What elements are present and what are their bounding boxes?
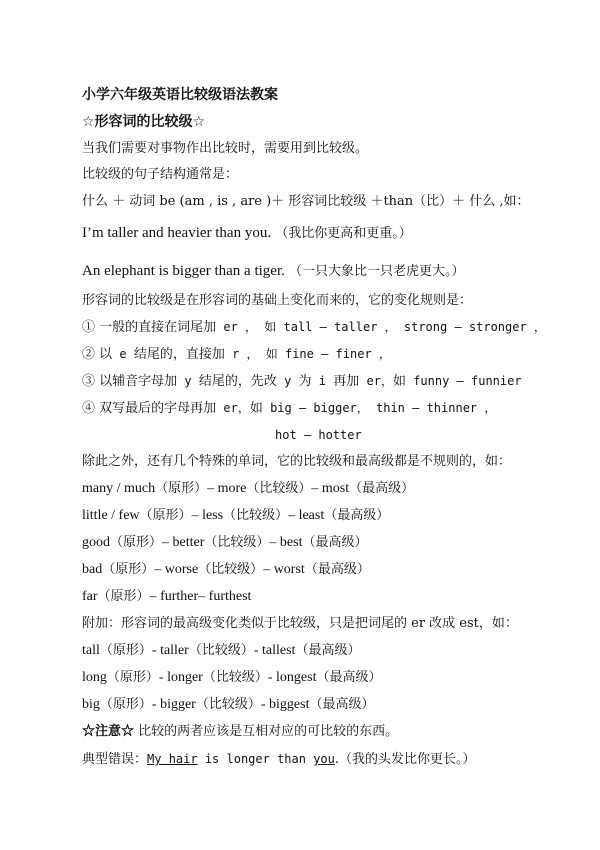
note-text: 比较的两者应该是互相对应的可比较的东西。 <box>134 724 399 739</box>
intro-line-2: 比较级的句子结构通常是： <box>82 167 239 182</box>
irregular-intro: 除此之外，还有几个特殊的单词，它的比较级和最高级都是不规则的，如： <box>82 454 512 469</box>
example-1 <box>82 224 412 243</box>
irregular-base-label: （原形） <box>97 589 150 604</box>
superlative-row <box>82 669 381 687</box>
rule-3-letter-y-2: y <box>276 374 299 388</box>
document-title: 小学六年级英语比较级语法教案 <box>82 87 278 103</box>
irregular-row <box>82 534 367 552</box>
superlative-base: long <box>82 670 107 685</box>
rule-3-example: funny – funnier <box>405 374 522 388</box>
irregular-comparative: – better <box>162 535 205 550</box>
superlative-comparative: - taller <box>151 643 189 658</box>
rule-4-text: 双写最后的字母再加 <box>95 401 217 416</box>
irregular-row <box>82 507 389 525</box>
note-line <box>82 723 398 741</box>
typical-error-underlined-object: you <box>313 752 335 766</box>
rule-3-suffix: er， <box>359 374 393 388</box>
rule-1 <box>82 318 546 337</box>
irregular-base: many / much <box>82 481 156 496</box>
superlative-form-label: （最高级） <box>316 670 382 685</box>
superlative-form: - biggest <box>260 697 310 712</box>
rule-2-letter: e <box>112 347 134 361</box>
irregular-base-label: （原形） <box>102 562 155 577</box>
rules-intro: 形容词的比较级是在形容词的基础上变化而来的，它的变化规则是： <box>82 293 473 308</box>
superlative-base-label: （原形） <box>99 697 152 712</box>
rule-1-text: 一般的直接在词尾加 <box>95 320 217 335</box>
superlative-base: big <box>82 697 100 712</box>
superlative-base-label: （原形） <box>99 643 152 658</box>
rule-4-continuation: hot – hotter <box>275 428 362 442</box>
superlative-comparative-label: （比较级） <box>202 670 268 685</box>
rule-2-number: ② <box>82 347 96 362</box>
rule-1-example: er ， 如 tall – taller ， strong – stronger ， <box>216 320 546 334</box>
irregular-base: good <box>82 535 110 550</box>
example-2 <box>82 262 465 281</box>
rule-3 <box>82 372 522 391</box>
superlative-comparative-label: （比较级） <box>195 697 261 712</box>
typical-error-underlined-subject: My hair <box>147 752 198 766</box>
superlative-row <box>82 642 360 660</box>
typical-error-end: .（我的头发比你更长。） <box>334 752 476 767</box>
irregular-row <box>82 480 414 498</box>
irregular-superlative: – best <box>269 535 303 550</box>
rule-2-example: r ， 如 fine – finer ， <box>224 347 391 361</box>
intro-line-1: 当我们需要对事物作出比较时，需要用到比较级。 <box>82 141 369 156</box>
structure-line: 什么 ＋ 动词 be (am , is , are )＋ 形容词比较级 ＋than（比）＋ 什么 ,如： <box>82 194 530 209</box>
irregular-superlative-label: （最高级） <box>324 508 390 523</box>
irregular-superlative-label: （最高级） <box>349 481 415 496</box>
rule-3-text-3: 为 <box>298 374 312 389</box>
irregular-base-label: （原形） <box>155 481 208 496</box>
superlative-comparative-label: （比较级） <box>188 643 254 658</box>
superlative-form: - longest <box>267 670 317 685</box>
rule-4-number: ④ <box>82 401 96 416</box>
example-2-english: An elephant is bigger than a tiger. <box>82 263 285 279</box>
typical-error-line <box>82 750 476 769</box>
irregular-superlative-label: （最高级） <box>304 562 370 577</box>
irregular-base: bad <box>82 562 103 577</box>
rule-3-text-4: 再加 <box>333 374 360 389</box>
irregular-comparative-label: （比较级） <box>223 508 289 523</box>
rule-2-text-2: 结尾的，直接加 <box>133 347 225 362</box>
irregular-comparative-label: （比较级） <box>198 562 264 577</box>
superlative-base: tall <box>82 643 100 658</box>
irregular-base-label: （原形） <box>139 508 192 523</box>
irregular-comparative: – worse <box>154 562 199 577</box>
irregular-comparative: – less <box>191 508 224 523</box>
irregular-comparative: – more <box>207 481 247 496</box>
irregular-row <box>82 588 251 606</box>
superlative-row <box>82 696 374 714</box>
irregular-base: little / few <box>82 508 140 523</box>
typical-error-label: 典型错误： <box>82 752 148 767</box>
rule-4-suffix: er， <box>216 401 250 415</box>
superlative-comparative: - longer <box>158 670 203 685</box>
rule-3-text-5: 如 <box>392 374 406 389</box>
irregular-superlative: – least <box>288 508 325 523</box>
rule-3-letter-y: y <box>177 374 199 388</box>
rule-4-text-2: 如 <box>249 401 263 416</box>
rule-3-text-2: 结尾的，先改 <box>198 374 277 389</box>
example-2-chinese: （一只大象比一只老虎更大。） <box>289 264 465 279</box>
rule-3-letter-i: i <box>311 374 334 388</box>
rule-3-text: 以辅音字母加 <box>95 374 178 389</box>
rule-2 <box>82 345 391 364</box>
irregular-superlative: – worst <box>263 562 305 577</box>
typical-error-middle: is longer than <box>197 752 314 766</box>
irregular-comparative-label: （比较级） <box>246 481 312 496</box>
superlative-form-label: （最高级） <box>309 697 375 712</box>
example-1-english: I’m taller and heavier than you. <box>82 225 272 241</box>
superlative-base-label: （原形） <box>106 670 159 685</box>
rule-4-example: big – bigger， thin – thinner ， <box>262 401 497 415</box>
irregular-superlative-label: （最高级） <box>302 535 368 550</box>
example-1-chinese: （我比你更高和更重。） <box>275 226 412 241</box>
irregular-base: far <box>82 589 98 604</box>
superlative-intro: 附加：形容词的最高级变化类似于比较级，只是把词尾的 er 改成 est，如： <box>82 616 518 631</box>
irregular-forms: – further– furthest <box>149 589 252 604</box>
superlative-form-label: （最高级） <box>295 643 361 658</box>
irregular-comparative-label: （比较级） <box>204 535 270 550</box>
superlative-form: - tallest <box>253 643 296 658</box>
rule-1-number: ① <box>82 320 96 335</box>
note-label: ☆注意☆ <box>82 724 135 739</box>
irregular-superlative: – most <box>311 481 350 496</box>
superlative-comparative: - bigger <box>151 697 196 712</box>
rule-2-text: 以 <box>95 347 113 362</box>
irregular-row <box>82 561 370 579</box>
rule-4 <box>82 399 496 418</box>
section-heading: ☆形容词的比较级☆ <box>82 114 206 130</box>
rule-3-number: ③ <box>82 374 96 389</box>
irregular-base-label: （原形） <box>110 535 163 550</box>
